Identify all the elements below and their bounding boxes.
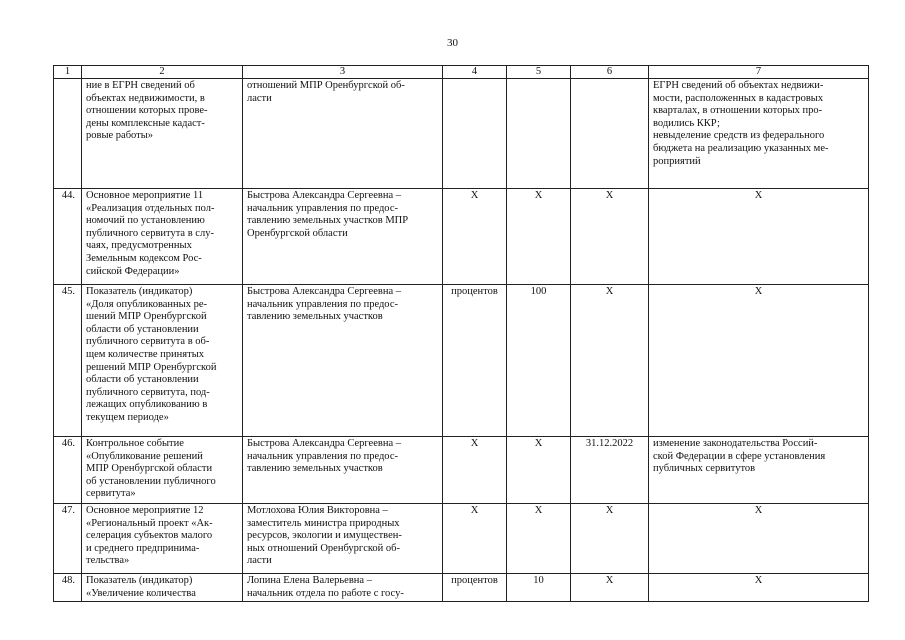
unit-cell: X [443, 504, 507, 574]
column-number: 7 [649, 66, 869, 79]
column-number: 3 [243, 66, 443, 79]
unit-cell: процентов [443, 574, 507, 602]
event-name: ние в ЕГРН сведений об объектах недвижимости, в отношении которых прове- дены комплексные кадаст- ровые работы» [82, 79, 243, 189]
table-row [54, 437, 869, 504]
value-cell: 100 [507, 285, 571, 437]
row-number: 44. [54, 189, 82, 285]
table-row [54, 504, 869, 574]
value-cell: X [507, 189, 571, 285]
column-number: 4 [443, 66, 507, 79]
value-cell: X [507, 437, 571, 504]
responsible-person: Быстрова Александра Сергеевна – начальник управления по предос- тавлению земельных участков [243, 437, 443, 504]
unit-cell [443, 79, 507, 189]
note-cell: ЕГРН сведений об объектах недвижи- мости, расположенных в кадастровых кварталах, в отношении которых про- водились ККР; невыделение средств из федерального бюджета на реализацию указанных ме- роприятий [649, 79, 869, 189]
unit-cell: процентов [443, 285, 507, 437]
page-number: 30 [447, 37, 458, 49]
column-number-row [54, 66, 869, 79]
row-number: 46. [54, 437, 82, 504]
column-number: 1 [54, 66, 82, 79]
responsible-person: Лопина Елена Валерьевна – начальник отдела по работе с госу- [243, 574, 443, 602]
date-cell: 31.12.2022 [571, 437, 649, 504]
plan-table [53, 65, 869, 602]
responsible-person: Мотлохова Юлия Викторовна – заместитель министра природных ресурсов, экологии и имуществен- ных отношений Оренбургской об- ласти [243, 504, 443, 574]
note-cell: изменение законодательства Россий- ской Федерации в сфере установления публичных сервитутов [649, 437, 869, 504]
value-cell: 10 [507, 574, 571, 602]
value-cell: X [507, 504, 571, 574]
column-number: 2 [82, 66, 243, 79]
row-number: 47. [54, 504, 82, 574]
column-number: 5 [507, 66, 571, 79]
note-cell: X [649, 189, 869, 285]
table-row [54, 79, 869, 189]
event-name: Показатель (индикатор) «Доля опубликованных ре- шений МПР Оренбургской области об установлении публичного сервитута в об- щем количестве принятых решений МПР Оренбургской области об установлении публичного сервитута, под- лежащих опубликованию в текущем периоде» [82, 285, 243, 437]
responsible-person: Быстрова Александра Сергеевна – начальник управления по предос- тавлению земельных участков МПР Оренбургской области [243, 189, 443, 285]
date-cell: X [571, 574, 649, 602]
event-name: Основное мероприятие 12 «Региональный проект «Ак- селерация субъектов малого и среднего предпринима- тельства» [82, 504, 243, 574]
column-number: 6 [571, 66, 649, 79]
table-row [54, 574, 869, 602]
row-number: 45. [54, 285, 82, 437]
note-cell: X [649, 285, 869, 437]
event-name: Контрольное событие «Опубликование решений МПР Оренбургской области об установлении публичного сервитута» [82, 437, 243, 504]
row-number: 48. [54, 574, 82, 602]
note-cell: X [649, 574, 869, 602]
row-number [54, 79, 82, 189]
unit-cell: X [443, 437, 507, 504]
date-cell: X [571, 504, 649, 574]
event-name: Основное мероприятие 11 «Реализация отдельных пол- номочий по установлению публичного сервитута в слу- чаях, предусмотренных Земельным кодексом Рос- сийской Федерации» [82, 189, 243, 285]
date-cell: X [571, 285, 649, 437]
table-row [54, 189, 869, 285]
table-row [54, 285, 869, 437]
event-name: Показатель (индикатор) «Увеличение количества [82, 574, 243, 602]
value-cell [507, 79, 571, 189]
responsible-person: отношений МПР Оренбургской об- ласти [243, 79, 443, 189]
date-cell: X [571, 189, 649, 285]
note-cell: X [649, 504, 869, 574]
unit-cell: X [443, 189, 507, 285]
responsible-person: Быстрова Александра Сергеевна – начальник управления по предос- тавлению земельных участков [243, 285, 443, 437]
date-cell [571, 79, 649, 189]
